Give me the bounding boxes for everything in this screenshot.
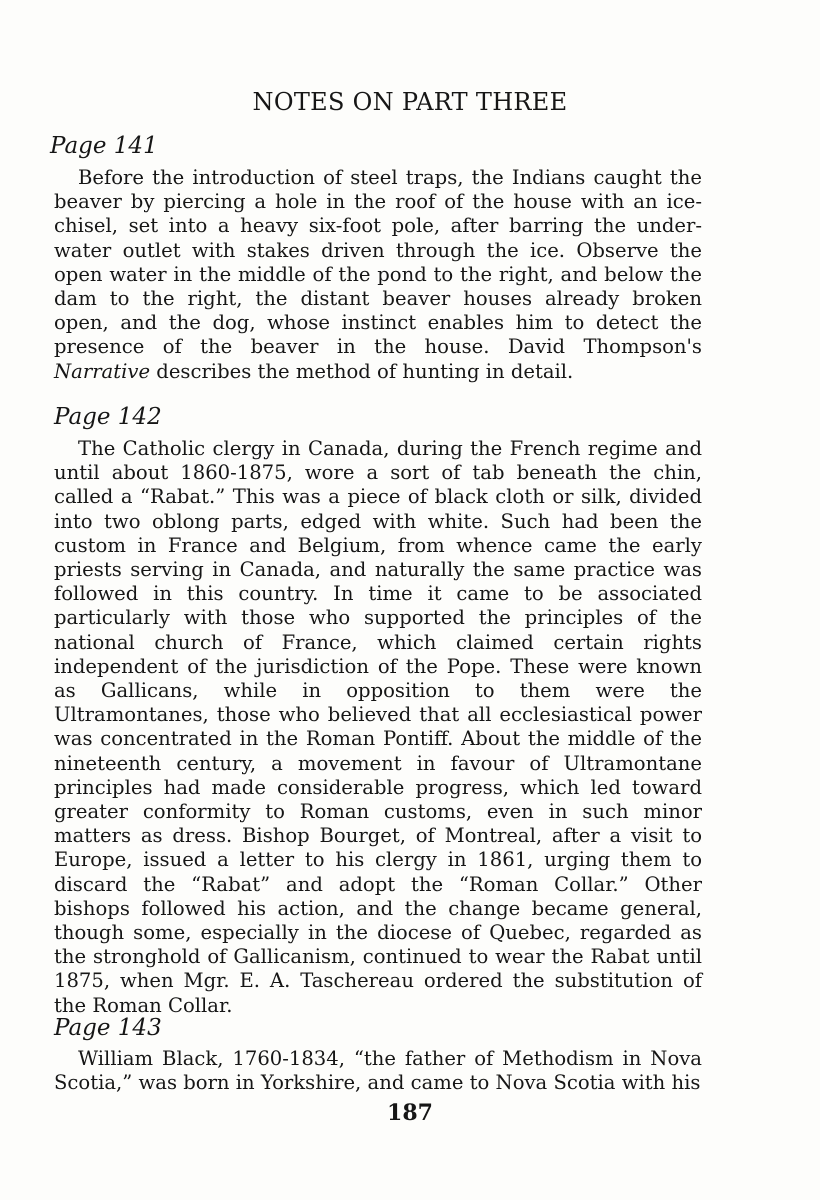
note-paragraph-page-141 — [54, 166, 702, 384]
page-title: NOTES ON PART THREE — [252, 88, 568, 116]
note-paragraph-page-142: The Catholic clergy in Canada, during the French regime and until about 1860-1875, wore a sort of tab beneath the chin, called a “Rabat.” This was a piece of black cloth or silk, divided into two oblong parts, edged with white. Such had been the custom in France and Belgium, from whence came the early priests serving in Canada, and naturally the same practice was followed in this country. In time it came to be associated particularly with those who supported the principles of the national church of France, which claimed certain rights independent of the jurisdiction of the Pope. These were known as Gallicans, while in opposition to them were the Ultramontanes, those who believed that all ecclesiastical power was concentrated in the Roman Pontiff. About the middle of the nineteenth century, a movement in favour of Ultramontane principles had made considerable progress, which led toward greater conformity to Roman customs, even in such minor matters as dress. Bishop Bourget, of Montreal, after a visit to Europe, issued a letter to his clergy in 1861, urging them to discard the “Rabat” and adopt the “Roman Collar.” Other bishops followed his action, and the change became general, though some, especially in the diocese of Quebec, regarded as the stronghold of Gallicanism, continued to wear the Rabat until 1875, when Mgr. E. A. Taschereau ordered the substitution of the Roman Collar. — [54, 437, 702, 1017]
italic-title-narrative: Narrative — [54, 359, 151, 383]
page-number: 187 — [387, 1100, 433, 1126]
note-heading-page-141: Page 141 — [50, 133, 158, 159]
note-text-before-italic: Before the introduction of steel traps, the Indians caught the beaver by piercing a hole in the roof of the house with an ice-chisel, set into a heavy six-foot pole, after barring the under-water outlet with stakes driven through the ice. Observe the open water in the middle of the pond to the right, and below the dam to the right, the distant beaver houses already broken open, and the dog, whose instinct enables him to detect the presence of the beaver in the house. David Thompson's — [54, 166, 702, 359]
note-heading-page-143: Page 143 — [54, 1015, 162, 1041]
note-text-after-italic: describes the method of hunting in detail. — [150, 359, 574, 383]
note-heading-page-142: Page 142 — [54, 404, 162, 430]
note-paragraph-page-143: William Black, 1760-1834, “the father of Methodism in Nova Scotia,” was born in Yorkshire, and came to Nova Scotia with his — [54, 1047, 702, 1095]
